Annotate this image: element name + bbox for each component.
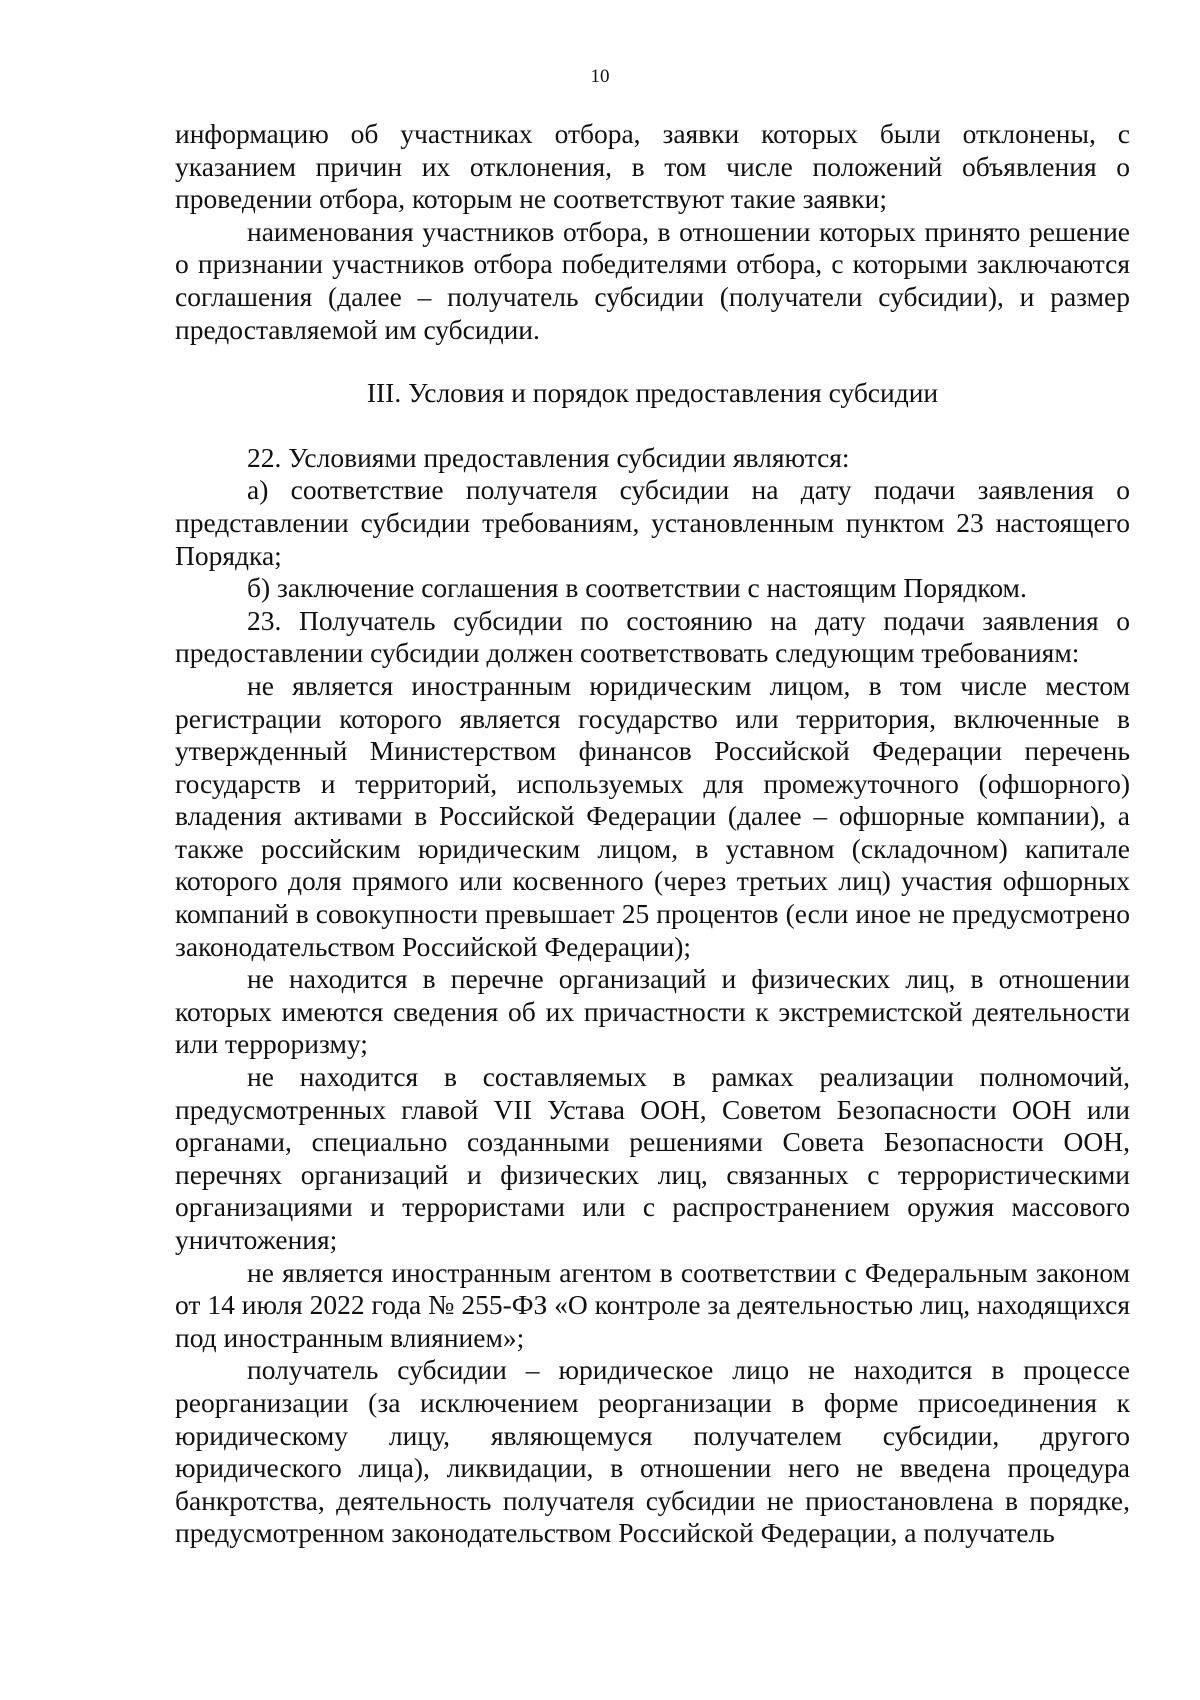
paragraph-item-22-b: б) заключение соглашения в соответствии с настоящим Порядком.	[247, 572, 1027, 604]
paragraph-item-23: 23. Получатель субсидии по состоянию на дату подачи заявления о предоставлении субсидии должен соответствовать следующим требованиям:	[175, 604, 1130, 669]
paragraph-item-22: 22. Условиями предоставления субсидии являются:	[247, 441, 850, 473]
paragraph-requirement-reorganization: получатель субсидии – юридическое лицо не находится в процессе реорганизации (за исключением реорганизации в форме присоединения к юридическому лицу, являющемуся получателем субсидии, другого юридического лица), ликвидации, в отношении него не введена процедура банкротства, деятельность получателя субсидии не приостановлена в порядке, предусмотренном законодательством Российской Федерации, а получатель	[175, 1354, 1130, 1549]
paragraph-requirement-offshore: не является иностранным юридическим лицом, в том числе местом регистрации которого является государство или территория, включенные в утвержденный Министерством финансов Российской Федерации перечень государств и территорий, используемых для промежуточного (офшорного) владения активами в Российской Федерации (далее – офшорные компании), а также российским юридическим лицом, в уставном (складочном) капитале которого доля прямого или косвенного (через третьих лиц) участия офшорных компаний в совокупности превышает 25 процентов (если иное не предусмотрено законодательством Российской Федерации);	[175, 669, 1130, 962]
paragraph-requirement-extremism: не находится в перечне организаций и физических лиц, в отношении которых имеются сведения об их причастности к экстремистской деятельности или терроризму;	[175, 963, 1130, 1060]
paragraph-requirement-foreign-agent: не является иностранным агентом в соответствии с Федеральным законом от 14 июля 2022 года № 255-ФЗ «О контроле за деятельностью лиц, находящихся под иностранным влиянием»;	[175, 1256, 1130, 1353]
paragraph-rejected-participants: информацию об участниках отбора, заявки которых были отклонены, с указанием причин их отклонения, в том числе положений объявления о проведении отбора, которым не соответствуют такие заявки;	[175, 118, 1130, 215]
paragraph-winner-names: наименования участников отбора, в отношении которых принято решение о признании участников отбора победителями отбора, с которыми заключаются соглашения (далее – получатель субсидии (получатели субсидии), и размер предоставляемой им субсидии.	[175, 215, 1130, 345]
paragraph-item-22-a: а) соответствие получателя субсидии на дату подачи заявления о представлении субсидии требованиям, установленным пунктом 23 настоящего Порядка;	[175, 474, 1130, 571]
section-heading: III. Условия и порядок предоставления субсидии	[366, 377, 939, 409]
document-body	[175, 118, 1130, 1550]
page-number: 10	[590, 66, 610, 87]
paragraph-requirement-un-lists: не находится в составляемых в рамках реализации полномочий, предусмотренных главой VII Устава ООН, Советом Безопасности ООН или органами, специально созданными решениями Совета Безопасности ООН, перечнях организаций и физических лиц, связанных с террористическими организациями и террористами или с распространением оружия массового уничтожения;	[175, 1061, 1130, 1255]
